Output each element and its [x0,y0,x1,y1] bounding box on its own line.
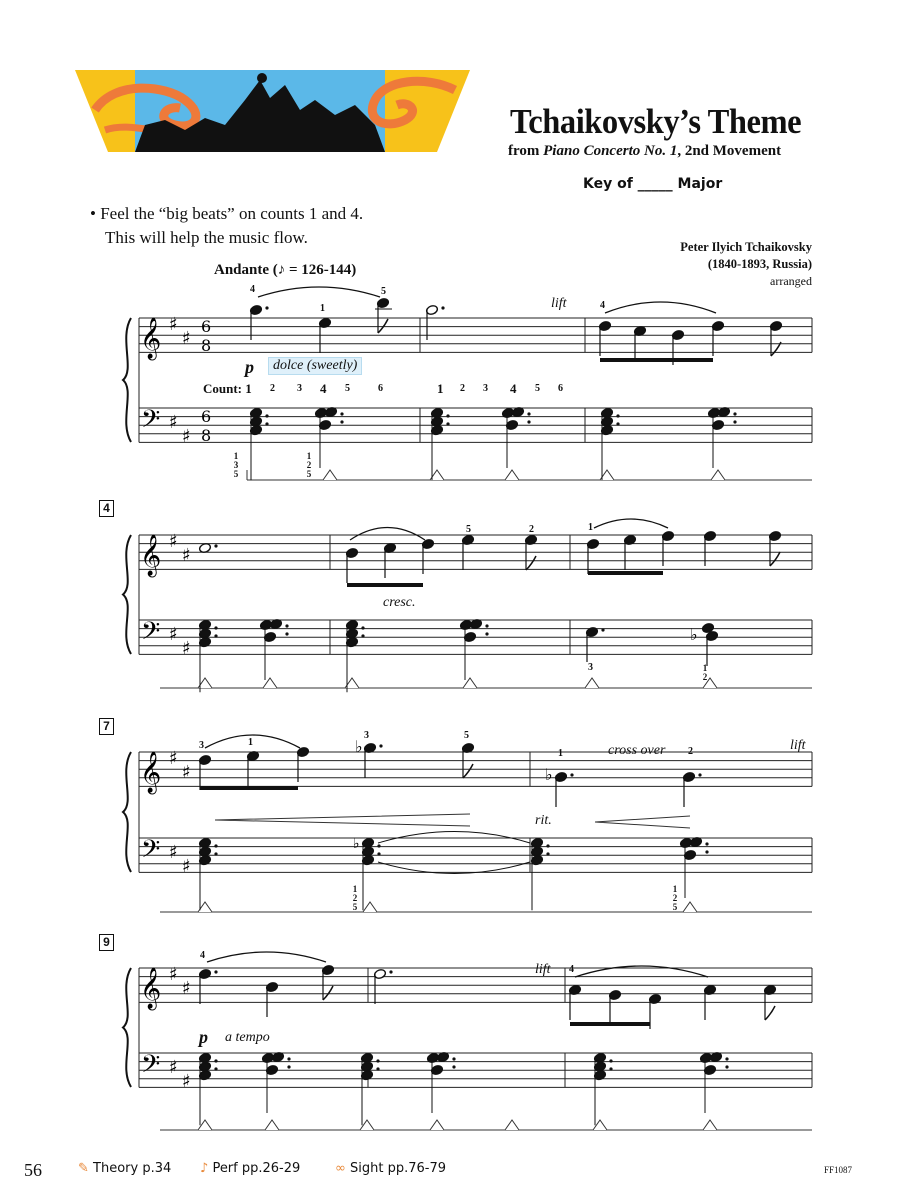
lift-marking: lift [535,962,551,977]
fingering: 4 [600,300,605,311]
brace [123,752,131,872]
slur [594,519,668,528]
pedal-change [430,1120,444,1130]
tie [378,832,530,844]
dot [389,970,392,973]
lh-fingering: 1 3 5 [233,451,239,479]
perf-label: Perf pp.26-29 [212,1161,301,1176]
subtitle-work: Piano Concerto No. 1 [543,143,678,159]
sight-label: Sight pp.76-79 [349,1161,446,1176]
instruction-line-2: This will help the music flow. [105,228,308,247]
dot [485,632,488,635]
count-number: 2 [270,383,275,394]
dot [285,624,288,627]
sight-reference[interactable] [335,1161,446,1176]
fingering: 1 [558,748,563,759]
dot [609,1059,612,1062]
lh-fingering: 1 2 [702,663,708,682]
slur [350,528,425,541]
pedal-change [585,678,599,688]
composer-name: Peter Ilyich Tchaikovsky [680,240,812,254]
dot [452,1065,455,1068]
sharp-icon: ♯ [169,964,178,985]
dot [340,412,343,415]
fingering: 5 [381,286,386,297]
lift-marking: lift [790,738,806,753]
diminuendo [595,816,690,828]
arranged-note: arranged [770,274,812,288]
time-signature: 6 [201,317,212,336]
brace [123,535,131,654]
treble-clef-icon: 𝄞 [140,535,162,576]
dot [616,414,619,417]
pedal-change [703,1120,717,1130]
dot [705,850,708,853]
pedal-change [505,1120,519,1130]
dot [616,422,619,425]
diminuendo [215,814,470,826]
count-number: 5 [345,383,350,394]
dot [287,1057,290,1060]
sharp-icon: ♯ [182,1071,191,1092]
dot [570,773,573,776]
count-number: 5 [535,383,540,394]
cresc-marking: cresc. [383,595,416,610]
dot [546,844,549,847]
brace [123,318,131,442]
a-tempo-marking: a tempo [225,1030,270,1045]
dot [377,844,380,847]
lift-marking: lift [551,296,567,311]
count-number: 3 [297,383,302,394]
sharp-icon: ♯ [182,762,191,783]
fingering: 1 [588,522,593,533]
time-signature: 8 [201,336,212,355]
dolce-expression: dolce (sweetly) [268,357,362,375]
count-number: 6 [558,383,563,394]
pedal-change [265,1120,279,1130]
count-number: 1 [437,381,444,396]
flag [378,319,388,333]
bass-clef-icon: 𝄢 [141,405,161,440]
dot [214,1059,217,1062]
fingering: 4 [250,284,255,295]
dot [485,624,488,627]
sharp-icon: ♯ [182,426,191,447]
fingering: 5 [466,524,471,535]
sharp-icon: ♯ [169,412,178,433]
dot [214,970,217,973]
time-signature: 8 [201,426,212,445]
dot [527,420,530,423]
dot [285,632,288,635]
fingering: 1 [248,737,253,748]
dot [441,306,444,309]
fingering: 3 [364,730,369,741]
dot [214,626,217,629]
dot [377,852,380,855]
page-number: 56 [24,1160,42,1180]
pedal-change [505,470,519,480]
measure-number: 4 [99,500,114,517]
fingering: 5 [464,730,469,741]
treble-clef-icon: 𝄞 [140,752,162,793]
pedal-change [323,470,337,480]
pencil-icon: ✎ [78,1161,89,1176]
instruction-line-1: • Feel the “big beats” on counts 1 and 4. [90,204,364,223]
lh-fingering: 3 [588,662,593,673]
sharp-icon: ♯ [169,748,178,769]
lh-fingering: 1 2 5 [306,451,312,479]
dot [725,1065,728,1068]
dot [527,412,530,415]
treble-clef-icon: 𝄞 [140,318,162,359]
sharp-icon: ♯ [182,638,191,659]
tempo-marking: Andante (♪ = 126-144) [214,262,357,278]
bass-clef-icon: 𝄢 [141,617,161,652]
dot [287,1065,290,1068]
count-number: 6 [378,383,383,394]
dot [340,420,343,423]
subtitle-prefix: from [508,143,544,159]
fingering: 4 [200,950,205,961]
fingering: 2 [688,746,693,757]
brace [123,968,131,1087]
subtitle-suffix: , 2nd Movement [677,143,782,159]
dot [446,414,449,417]
key-label: Key of _____ Major [583,176,723,192]
slur [258,287,380,297]
dot [214,634,217,637]
dynamic-piano: p [245,357,254,377]
flag [765,1006,775,1020]
sharp-icon: ♯ [182,545,191,566]
dot [265,306,268,309]
dot [705,842,708,845]
measure-number: 9 [99,934,114,951]
count-number: 4 [320,381,327,396]
flag [770,552,780,566]
dot [733,420,736,423]
dot [265,422,268,425]
lh-fingering: 1 2 5 [672,884,678,912]
dot [725,1057,728,1060]
measure-number: 7 [99,718,114,735]
dot [376,1067,379,1070]
flag [463,764,473,778]
dot [214,852,217,855]
sharp-icon: ♯ [169,531,178,552]
dot [265,414,268,417]
pedal-change [363,902,377,912]
slur [207,952,326,962]
dot [601,628,604,631]
composer-dates: (1840-1893, Russia) [707,257,812,271]
dot [361,634,364,637]
pedal-change [683,902,697,912]
dot [446,422,449,425]
dot [214,844,217,847]
count-number: 4 [510,381,517,396]
dynamic-piano: p [199,1027,208,1047]
flat-icon: ♭ [355,737,363,756]
sharp-icon: ♯ [182,978,191,999]
dot [546,852,549,855]
sharp-icon: ♯ [169,842,178,863]
sharp-icon: ♯ [169,624,178,645]
page-title: Tchaikovsky’s Theme [510,102,802,141]
bass-clef-icon: 𝄢 [141,835,161,870]
lh-fingering: 1 2 5 [352,884,358,912]
theory-label: Theory p.34 [93,1161,172,1176]
flat-icon: ♭ [353,836,360,852]
dot [379,744,382,747]
fingering: 2 [529,524,534,535]
time-signature: 6 [201,407,212,426]
cross-over-marking: cross over [608,743,666,758]
dot [609,1067,612,1070]
fingering: 3 [199,740,204,751]
dot [214,1067,217,1070]
sharp-icon: ♯ [182,328,191,349]
dot [733,412,736,415]
count-number: 2 [460,383,465,394]
perf-reference[interactable] [200,1161,300,1176]
flag [323,986,333,1000]
bass-clef-icon: 𝄢 [141,1050,161,1085]
slur [605,302,716,313]
sharp-icon: ♯ [182,856,191,877]
treble-clef-icon: 𝄞 [140,968,162,1009]
dot [361,626,364,629]
theory-reference[interactable] [78,1161,171,1176]
dot [214,544,217,547]
count-label: Count: 1 [203,381,252,396]
pedal-change [711,470,725,480]
flat-icon: ♭ [690,625,698,644]
catalog-code: FF1087 [823,1165,852,1175]
fingering: 4 [569,964,574,975]
sharp-icon: ♯ [169,1057,178,1078]
flat-icon: ♭ [545,765,553,784]
rit-marking: rit. [535,813,552,828]
sharp-icon: ♯ [169,314,178,335]
dot [452,1057,455,1060]
count-number: 3 [483,383,488,394]
fingering: 1 [320,303,325,314]
dot [376,1059,379,1062]
glasses-icon: ∞ [335,1161,346,1176]
flag [526,556,536,570]
performance-icon: ♪ [200,1161,209,1176]
dot [698,773,701,776]
